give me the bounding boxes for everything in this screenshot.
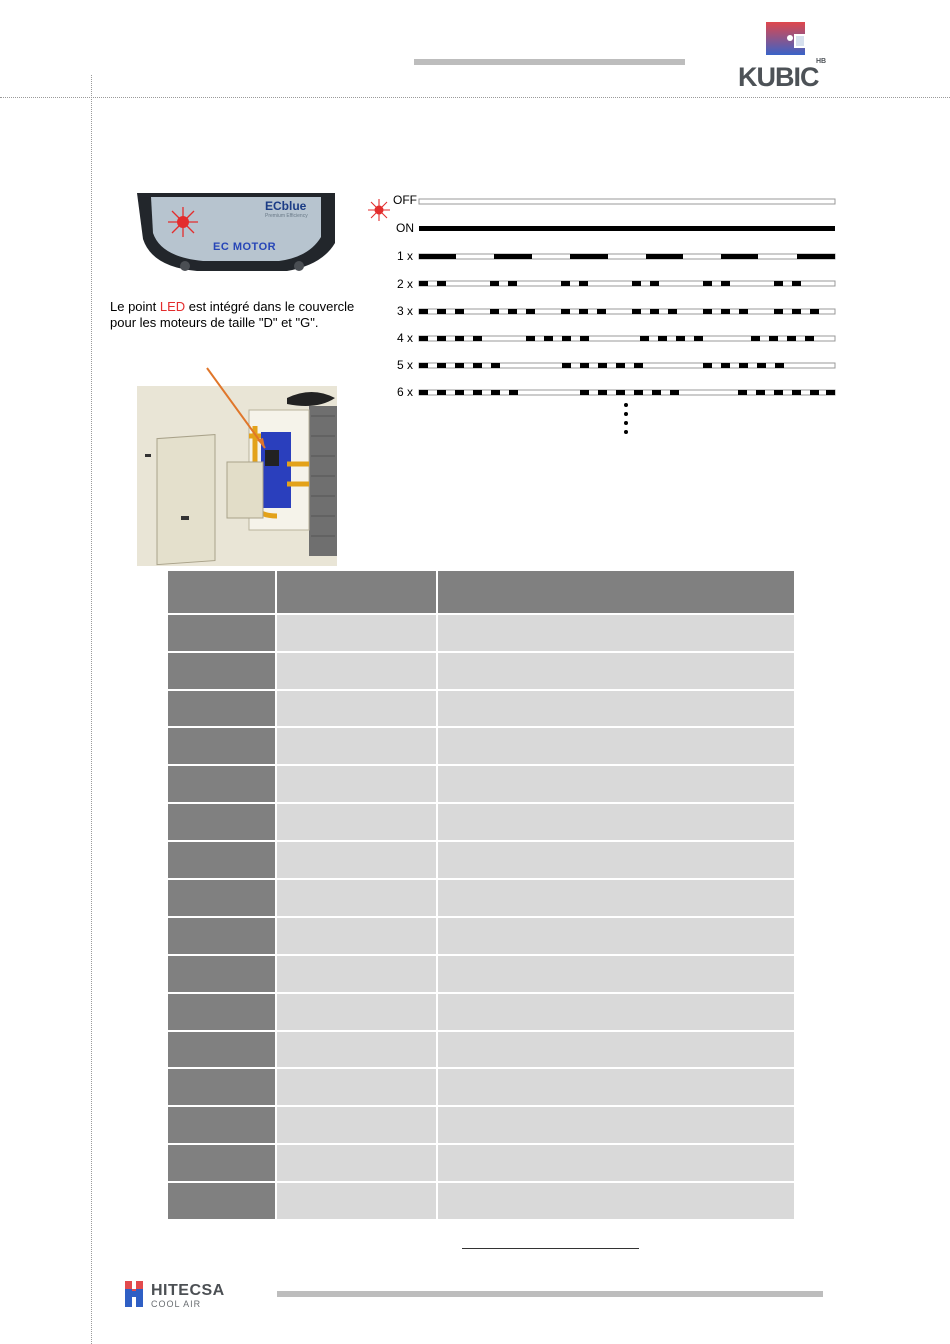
motor-brand: ECblue — [265, 199, 307, 213]
hitecsa-tagline: COOL AIR — [151, 1299, 202, 1309]
led-blink-legend — [360, 190, 850, 440]
caption-led-word: LED — [159, 299, 186, 314]
kubic-logo — [738, 22, 838, 92]
led-indicator-icon — [166, 205, 200, 239]
legend-label-2x: 2 x — [397, 277, 414, 291]
footer-bar — [277, 1291, 823, 1297]
legend-label-on: ON — [396, 221, 414, 235]
motor-brand-sub: Premium Efficiency — [265, 213, 308, 219]
margin-divider — [91, 75, 92, 1344]
pattern-on — [419, 226, 835, 231]
header-bar — [414, 59, 685, 65]
led-caption — [110, 299, 370, 331]
pattern-2x-track — [419, 281, 835, 286]
table-header — [168, 571, 794, 613]
legend-label-off: OFF — [393, 193, 417, 207]
legend-label-5x: 5 x — [397, 358, 414, 372]
table-first-column — [168, 571, 275, 1219]
continuation-dots — [624, 403, 628, 434]
blink-patterns — [360, 190, 850, 440]
pattern-5x-pulses — [419, 363, 784, 368]
hitecsa-wordmark: HITECSA — [151, 1282, 225, 1299]
header-divider — [0, 97, 950, 98]
error-code-table — [168, 571, 794, 1219]
pattern-off — [419, 199, 835, 204]
pattern-1x-track — [419, 254, 835, 259]
hitecsa-logo — [121, 1279, 271, 1313]
hitecsa-emblem-icon — [121, 1279, 147, 1309]
ec-motor-photo — [137, 193, 335, 277]
kubic-emblem-icon — [738, 22, 838, 62]
footer-rule — [462, 1248, 639, 1249]
legend-label-6x: 6 x — [397, 385, 414, 399]
unit-illustration — [137, 366, 343, 574]
kubic-superscript: HB — [816, 58, 827, 65]
caption-text-2: est intégré dans le couvercle pour les moteurs de taille "D" et "G". — [110, 299, 355, 330]
legend-label-3x: 3 x — [397, 304, 414, 318]
caption-text-1: Le point — [110, 299, 160, 314]
kubic-wordmark: KUBIC — [738, 62, 819, 92]
legend-label-1x: 1 x — [397, 249, 414, 263]
motor-label: EC MOTOR — [213, 241, 277, 253]
pattern-3x-track — [419, 309, 835, 314]
legend-label-4x: 4 x — [397, 331, 414, 345]
